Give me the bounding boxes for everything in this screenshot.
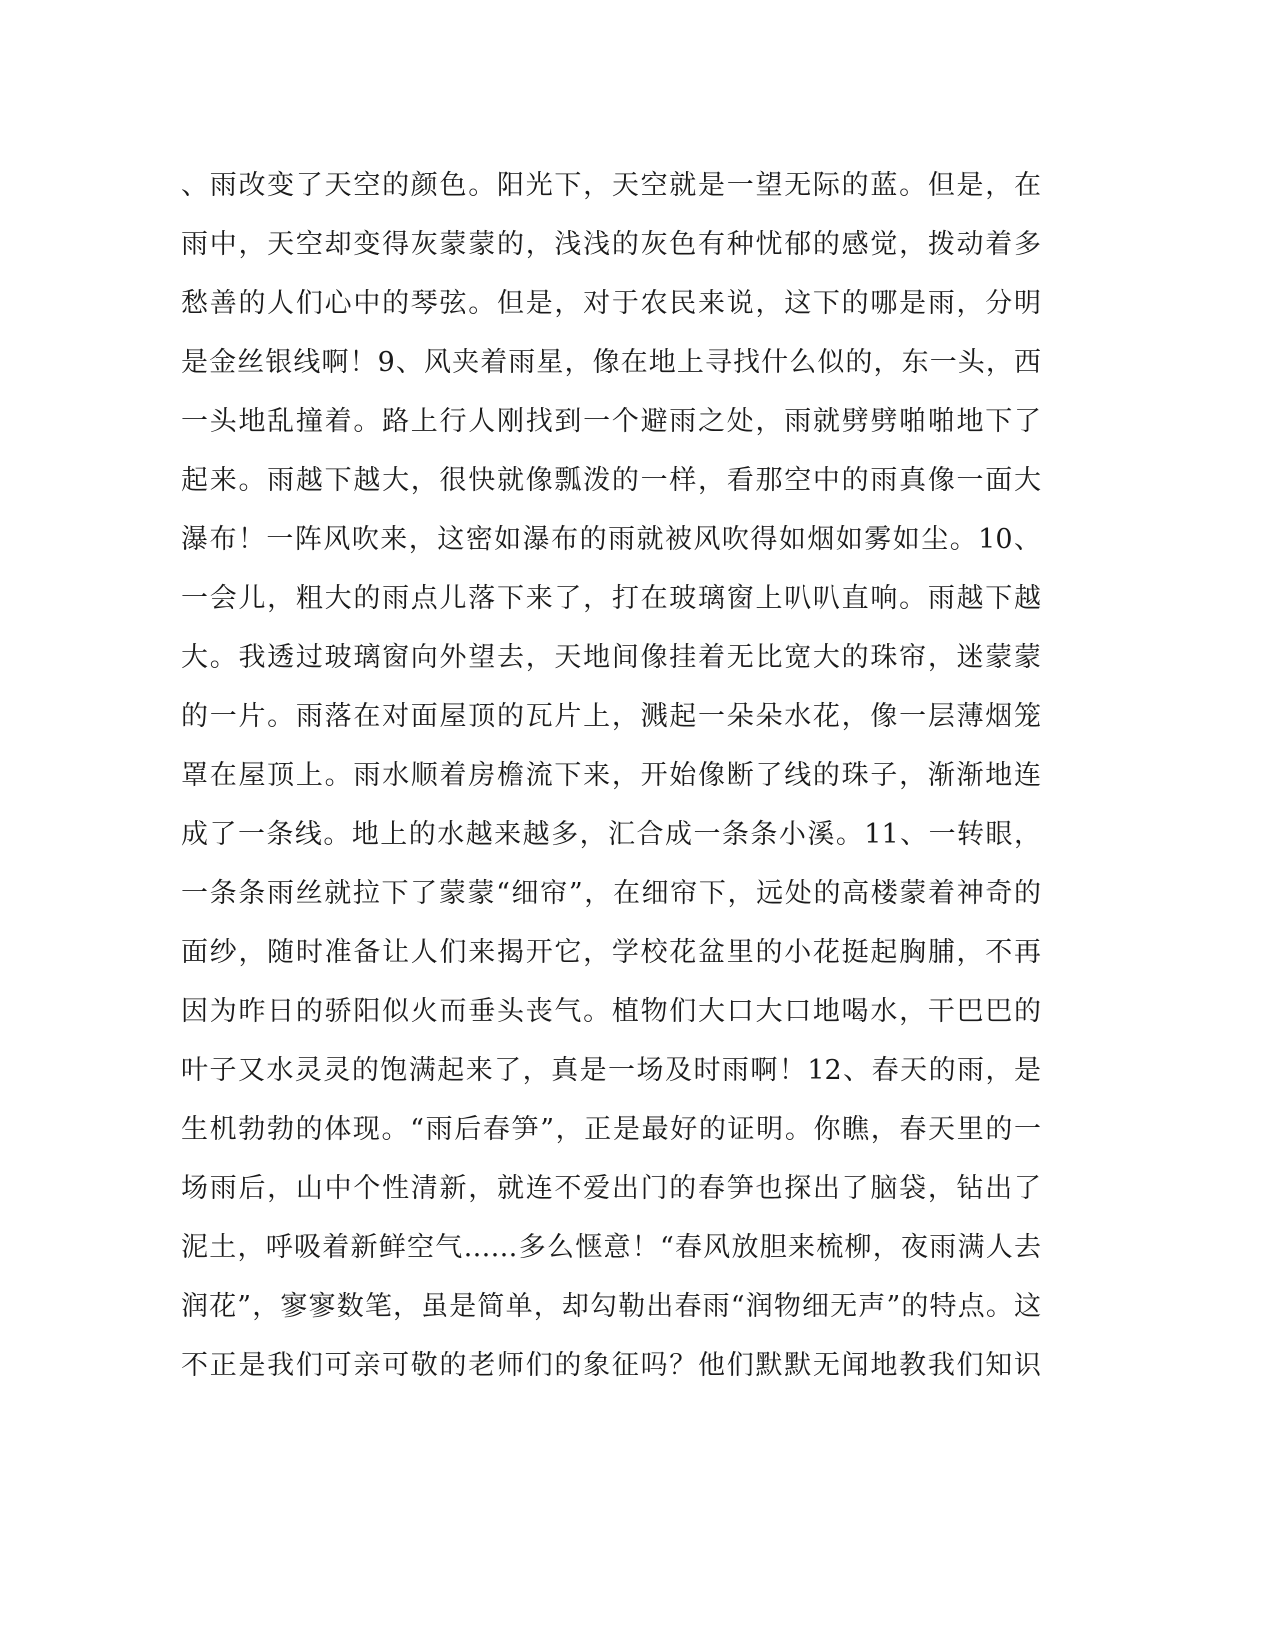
text-line: 生机勃勃的体现。“雨后春笋”，正是最好的证明。你瞧，春天里的一 [181,1114,1041,1145]
text-line: 、雨改变了天空的颜色。阳光下，天空就是一望无际的蓝。但是，在 [181,170,1041,201]
text-line: 起来。雨越下越大，很快就像瓢泼的一样，看那空中的雨真像一面大 [181,465,1041,496]
text-line: 润花”，寥寥数笔，虽是简单，却勾勒出春雨“润物细无声”的特点。这 [181,1291,1041,1322]
body-text [181,156,1041,1395]
text-line: 罩在屋顶上。雨水顺着房檐流下来，开始像断了线的珠子，渐渐地连 [181,760,1041,791]
text-line: 不正是我们可亲可敬的老师们的象征吗？他们默默无闻地教我们知识 [181,1350,1041,1381]
text-line: 瀑布！一阵风吹来，这密如瀑布的雨就被风吹得如烟如雾如尘。10、 [181,524,1041,555]
text-line: 面纱，随时准备让人们来揭开它，学校花盆里的小花挺起胸脯，不再 [181,937,1041,968]
text-line: 的一片。雨落在对面屋顶的瓦片上，溅起一朵朵水花，像一层薄烟笼 [181,701,1041,732]
text-line: 叶子又水灵灵的饱满起来了，真是一场及时雨啊！12、春天的雨，是 [181,1055,1041,1086]
text-line: 雨中，天空却变得灰蒙蒙的，浅浅的灰色有种忧郁的感觉，拨动着多 [181,229,1041,260]
text-line: 成了一条线。地上的水越来越多，汇合成一条条小溪。11、一转眼， [181,819,1041,850]
text-line: 因为昨日的骄阳似火而垂头丧气。植物们大口大口地喝水，干巴巴的 [181,996,1041,1027]
text-line: 是金丝银线啊！9、风夹着雨星，像在地上寻找什么似的，东一头，西 [181,347,1041,378]
text-line: 愁善的人们心中的琴弦。但是，对于农民来说，这下的哪是雨，分明 [181,288,1041,319]
text-line: 场雨后，山中个性清新，就连不爱出门的春笋也探出了脑袋，钻出了 [181,1173,1041,1204]
text-line: 一条条雨丝就拉下了蒙蒙“细帘”，在细帘下，远处的高楼蒙着神奇的 [181,878,1041,909]
text-line: 大。我透过玻璃窗向外望去，天地间像挂着无比宽大的珠帘，迷蒙蒙 [181,642,1041,673]
text-line: 一头地乱撞着。路上行人刚找到一个避雨之处，雨就劈劈啪啪地下了 [181,406,1041,437]
text-line: 泥土，呼吸着新鲜空气……多么惬意！“春风放胆来梳柳，夜雨满人去 [181,1232,1041,1263]
text-line: 一会儿，粗大的雨点儿落下来了，打在玻璃窗上叭叭直响。雨越下越 [181,583,1041,614]
